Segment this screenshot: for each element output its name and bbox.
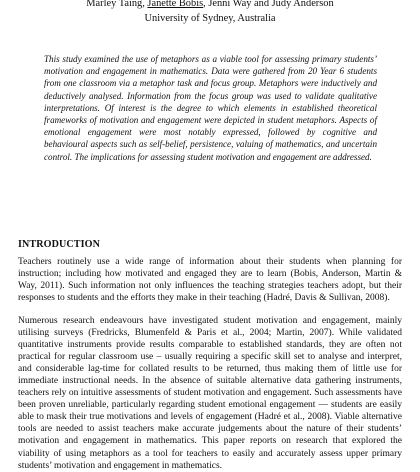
presenting-author-name: Janette Bobis [147,0,204,9]
introduction-paragraph-1: Teachers routinely use a wide range of information about their students when planning for instruction; including how motivated and engaged they are to learn (Bobis, Anderson, Martin & Way, 2011). Such information not only influences the teaching strategies teachers adopt, but their responses to students and the efforts they make in their teaching (Hadré, Davis & Sullivan, 2008). [18,257,402,304]
author-list [0,0,420,10]
author-names-before: Marley Taing, [86,0,148,9]
author-names-after: , Jenni Way and Judy Anderson [203,0,334,9]
section-heading: INTRODUCTION [18,239,100,250]
author-affiliation: University of Sydney, Australia [144,13,276,24]
introduction-paragraph-2: Numerous research endeavours have investigated student motivation and engagement, mainly utilising surveys (Fredricks, Blumenfeld & Paris et al., 2004; Martin, 2007). While validated quantitative instruments provide results comparable to established standards, they are often not practical for regular classroom use – usually requiring a specific skill set to analyse and interpret, and considerable lag-time for collated results to be returned, thus making them of little use for immediate instructional needs. In the absence of suitable alternative data gathering instruments, teachers rely on intuitive assessments of student motivation and engagement. Such assessments have been proven unreliable, particularly regarding student emotional engagement — students are easily able to mask their true motivations and levels of engagement (Hadré et al., 2008). Viable alternative tools are needed to assist teachers make accurate judgements about the nature of their students’ motivation and engagement in mathematics. This paper reports on research that explored the viability of using metaphors as a tool for teachers to easily and accurately assess upper primary students’ motivation and engagement in mathematics. [18,316,402,471]
abstract-text: This study examined the use of metaphors as a viable tool for assessing primary students’ motivation and engagement in mathematics. Data were gathered from 20 Year 6 students from one classroom via a metaphor task and focus group. Metaphors were inductively and deductively analysed. Information from the focus group was used to validate qualitative interpretations. Of interest is the degree to which elements in established theoretical frameworks of motivation and engagement were depicted in student metaphors. Aspects of emotional engagement were most notably expressed, followed by cognitive and behavioural aspects such as self-belief, persistence, valuing of mathematics, and uncertain control. The implications for assessing student motivation and engagement are addressed. [44,54,377,162]
